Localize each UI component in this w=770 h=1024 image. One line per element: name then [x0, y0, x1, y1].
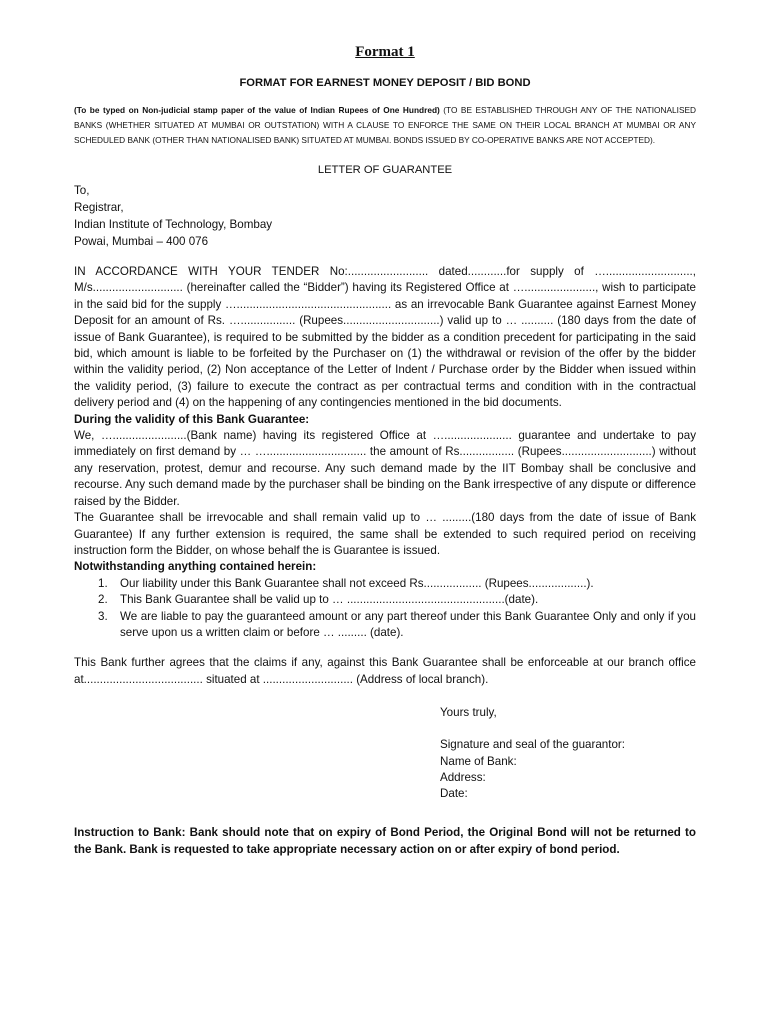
list-text: Our liability under this Bank Guarantee shall not exceed Rs.................. (Rupees..................).	[120, 576, 594, 590]
list-text: This Bank Guarantee shall be valid up to … .................................................(date).	[120, 593, 539, 607]
stamp-paper-instructions	[74, 103, 696, 148]
guarantee-body	[74, 264, 696, 688]
signature-block	[440, 737, 696, 803]
instructions-rest: (TO BE ESTABLISHED THROUGH ANY OF THE NATIONALISED BANKS (WHETHER SITUATED AT MUMBAI OR OUTSTATION) WITH A CLAUSE TO ENFORCE THE SAME ON THEIR LOCAL BRANCH AT MUMBAI OR ANY SCHEDULED BANK (OTHER THAN NATIONALISED BANK) SITUATED AT MUMBAI. BONDS ISSUED BY CO-OPERATIVE BANKS ARE NOT ACCEPTED).	[74, 105, 697, 145]
enforceable-paragraph: This Bank further agrees that the claims if any, against this Bank Guarantee shall be enforceable at our branch office at..................................... situated at ............................ (Address of local branch).	[74, 656, 696, 686]
format-label: Format 1	[355, 44, 415, 60]
list-number: 3.	[98, 609, 108, 623]
bank-instruction: Instruction to Bank: Bank should note that on expiry of Bond Period, the Original Bond will not be returned to the Bank. Bank is requested to take appropriate necessary action on or after expiry of bond period.	[74, 825, 696, 856]
bank-undertaking-paragraph: We, ….......................(Bank name) having its registered Office at …..................... guarantee and undertake to pay immediately on first demand by … …............................... the amount of Rs................. (Rupees............................) without any reservation, protest, demur and recourse. Any such demand made by the IIT Bombay shall be conclusive and recourse. Any such demand made by the purchaser shall be binding on the Bank irrespective of any dispute or difference raised by the Bidder.	[74, 429, 696, 508]
yours-truly: Yours truly,	[440, 706, 497, 720]
tender-paragraph: IN ACCORDANCE WITH YOUR TENDER No:......................... dated............for supply of …..........................., M/s............................ (hereinafter called the “Bidder”) having its Registered Office at …......................, wish to participate in the said bid for the supply …................................................ as an irrevocable Bank Guarantee against Earnest Money Deposit for an amount of Rs. …................. (Rupees..............................) valid up to … .......... (180 days from the date of issue of Bank Guarantee), is required to be submitted by the bidder as a condition precedent for participating in the said bid, which amount is liable to be forfeited by the Purchaser on (1) the withdrawal or revision of the offer by the bidder within the validity period, (2) Non acceptance of the Letter of Indent / Purchase order by the Bidder when issued within the validity period, (3) failure to execute the contract as per contractual terms and condition with in the contractual delivery period and (4) on the happening of any contingencies mentioned in the bid documents.	[74, 265, 696, 410]
main-title: FORMAT FOR EARNEST MONEY DEPOSIT / BID BOND	[239, 77, 531, 89]
instructions-bold: (To be typed on Non-judicial stamp paper of the value of Indian Rupees of One Hundred)	[74, 105, 440, 115]
list-text: We are liable to pay the guaranteed amount or any part thereof under this Bank Guarantee Only and only if you serve upon us a written claim or before … ......... (date).	[120, 609, 696, 639]
list-item	[98, 592, 696, 608]
address-line: Powai, Mumbai – 400 076	[74, 235, 209, 248]
address-block	[74, 182, 696, 250]
list-item	[98, 576, 696, 592]
signature-line: Date:	[440, 787, 468, 801]
signature-line: Address:	[440, 770, 486, 784]
list-number: 2.	[98, 593, 108, 607]
address-line: To,	[74, 184, 90, 197]
letter-title: LETTER OF GUARANTEE	[317, 164, 453, 176]
irrevocable-paragraph: The Guarantee shall be irrevocable and shall remain valid up to … .........(180 days from the date of issue of Bank Guarantee) If any further extension is required, the same shall be extended to such required period on receiving instruction form the Bidder, on whose behalf the is Guarantee is issued.	[74, 511, 696, 557]
address-line: Indian Institute of Technology, Bombay	[74, 218, 273, 231]
address-line: Registrar,	[74, 201, 124, 214]
document-page	[74, 44, 696, 858]
notwithstanding-heading: Notwithstanding anything contained herein:	[74, 560, 317, 574]
signature-line: Name of Bank:	[440, 754, 517, 768]
list-number: 1.	[98, 576, 108, 590]
list-item	[98, 609, 696, 642]
signature-line: Signature and seal of the guarantor:	[440, 738, 625, 752]
conditions-list	[74, 576, 696, 642]
validity-heading: During the validity of this Bank Guarantee:	[74, 412, 310, 426]
